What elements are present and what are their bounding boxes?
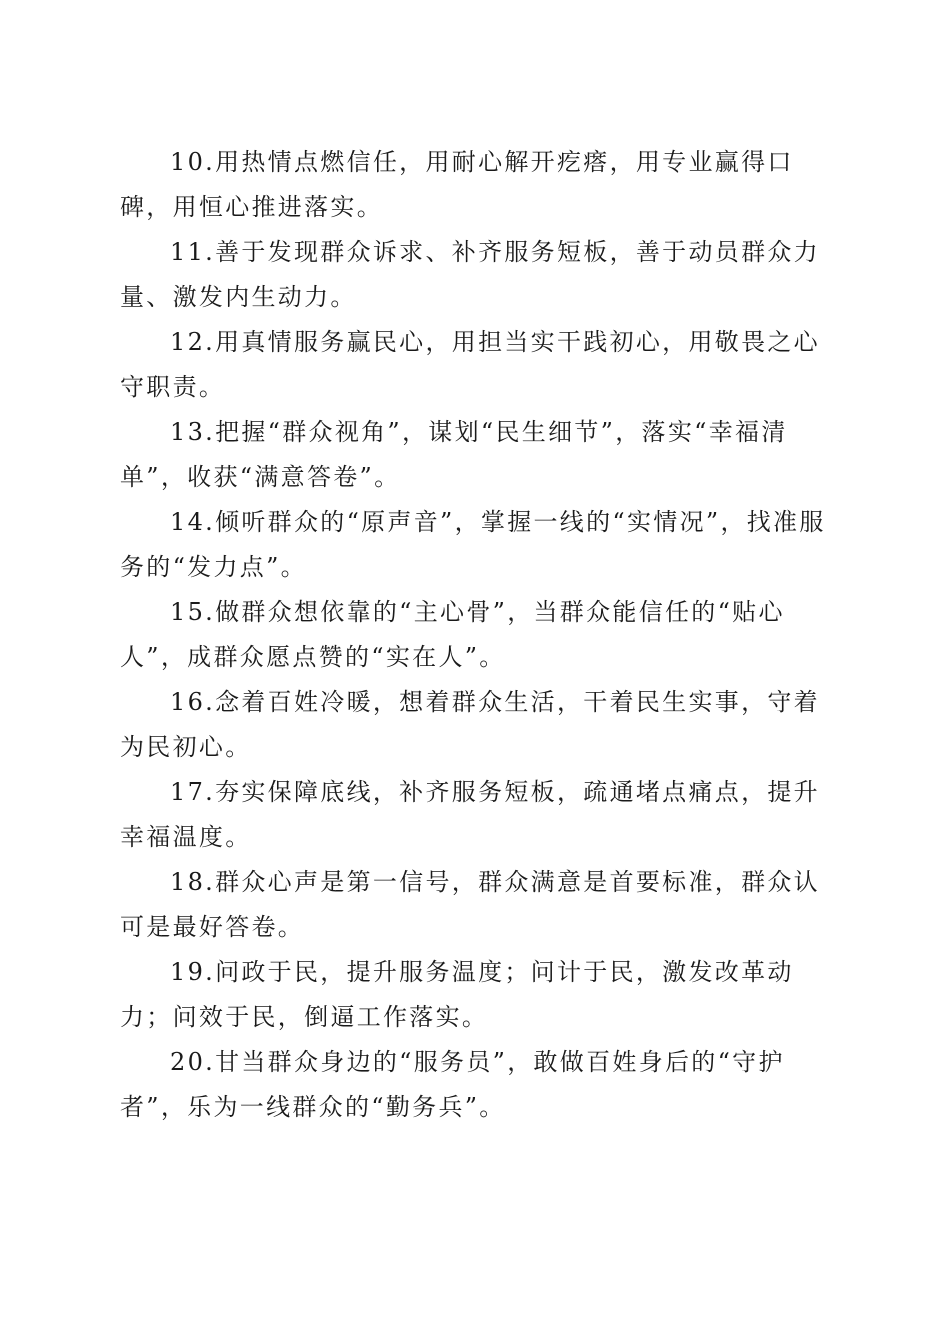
list-item-20: 20.甘当群众身边的“服务员”，敢做百姓身后的“守护者”，乐为一线群众的“勤务兵”。 [120,1048,785,1121]
list-item-19: 19.问政于民，提升服务温度；问计于民，激发改革动力；问效于民，倒逼工作落实。 [120,958,794,1031]
list-item-14: 14.倾听群众的“原声音”，掌握一线的“实情况”，找准服务的“发力点”。 [120,508,826,581]
list-item-17: 17.夯实保障底线，补齐服务短板，疏通堵点痛点，提升幸福温度。 [120,778,820,851]
list-item-13: 13.把握“群众视角”，谋划“民生细节”，落实“幸福清单”，收获“满意答卷”。 [120,418,788,491]
list-item-15: 15.做群众想依靠的“主心骨”，当群众能信任的“贴心人”，成群众愿点赞的“实在人”。 [120,598,785,671]
list-item-12: 12.用真情服务赢民心，用担当实干践初心，用敬畏之心守职责。 [120,328,820,401]
list-item-10: 10.用热情点燃信任，用耐心解开疙瘩，用专业赢得口碑，用恒心推进落实。 [120,148,794,221]
list-item-18: 18.群众心声是第一信号，群众满意是首要标准，群众认可是最好答卷。 [120,868,820,941]
document-body [120,140,835,1130]
list-item-11: 11.善于发现群众诉求、补齐服务短板，善于动员群众力量、激发内生动力。 [120,238,820,311]
list-item-16: 16.念着百姓冷暖，想着群众生活，干着民生实事，守着为民初心。 [120,688,820,761]
